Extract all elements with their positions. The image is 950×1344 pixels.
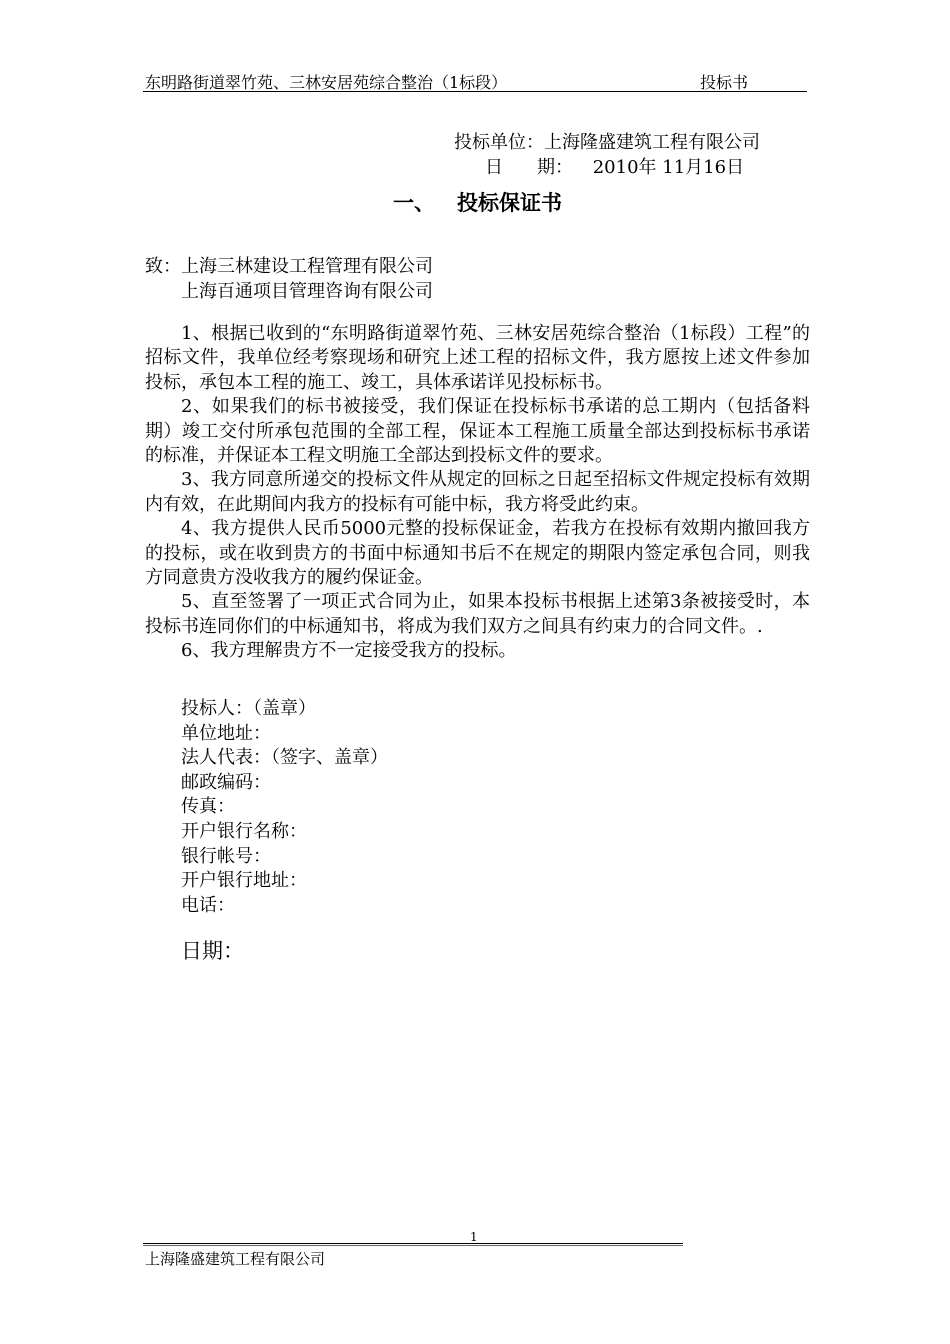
field-bank-name: 开户银行名称： (181, 820, 307, 842)
body-text (145, 322, 810, 664)
header-project-title: 东明路街道翠竹苑、三林安居苑综合整治（1标段） (145, 73, 508, 92)
footer-divider-secondary (143, 1245, 683, 1246)
paragraph-1: 1、根据已收到的“东明路街道翠竹苑、三林安居苑综合整治（1标段）工程”的招标文件，我单位经考察现场和研究上述工程的招标文件，我方愿按上述文件参加投标，承包本工程的施工、竣工，具体承诺详见投标标书。 (145, 323, 810, 393)
field-postcode: 邮政编码： (181, 771, 271, 793)
paragraph-3: 3、我方同意所递交的投标文件从规定的回标之日起至招标文件规定投标有效期内有效，在此期间内我方的投标有可能中标，我方将受此约束。 (145, 469, 810, 515)
paragraph-2: 2、如果我们的标书被接受，我们保证在投标标书承诺的总工期内（包括备料期）竣工交付所承包范围的全部工程，保证本工程施工质量全部达到投标标书承诺的标准，并保证本工程文明施工全部达到投标文件的要求。 (145, 396, 810, 467)
date-value: 2010年 11月16日 (592, 157, 745, 178)
field-fax: 传真： (181, 796, 235, 818)
addressee-line-1: 致：上海三林建设工程管理有限公司 (145, 256, 433, 277)
bidder-line: 投标单位：上海隆盛建筑工程有限公司 (454, 132, 760, 153)
footer-divider (143, 1243, 683, 1244)
paragraph-6: 6、我方理解贵方不一定接受我方的投标。 (181, 640, 517, 662)
page-number: 1 (470, 1230, 478, 1244)
field-phone: 电话： (181, 894, 235, 916)
field-address: 单位地址： (181, 722, 271, 744)
addressee-line-2: 上海百通项目管理咨询有限公司 (181, 281, 433, 302)
field-account-no: 银行帐号： (181, 845, 271, 867)
footer-company: 上海隆盛建筑工程有限公司 (145, 1250, 326, 1268)
date-label (485, 153, 573, 179)
title-number: 一、 (393, 191, 435, 215)
date-line (485, 153, 744, 179)
date-label-char1: 日 (485, 157, 503, 178)
field-bidder: 投标人：（盖章） (181, 698, 316, 719)
paragraph-5: 5、直至签署了一项正式合同为止，如果本投标书根据上述第3条被接受时，本投标书连同你们的中标通知书，将成为我们双方之间具有约束力的合同文件。. (145, 591, 810, 637)
field-date: 日期： (181, 939, 244, 963)
date-label-char2: 期： (537, 157, 573, 178)
field-legal-rep: 法人代表：（签字、盖章） (181, 747, 388, 769)
title-text: 投标保证书 (457, 191, 562, 215)
header-doc-type: 投标书 (700, 73, 749, 92)
signature-block (181, 697, 388, 918)
header-divider (143, 91, 807, 92)
paragraph-4: 4、我方提供人民币5000元整的投标保证金，若我方在投标有效期内撤回我方的投标，或在收到贵方的书面中标通知书后不在规定的期限内签定承包合同，则我方同意贵方没收我方的履约保证金。 (145, 518, 810, 589)
page-title (393, 187, 562, 217)
field-bank-address: 开户银行地址： (181, 870, 307, 892)
